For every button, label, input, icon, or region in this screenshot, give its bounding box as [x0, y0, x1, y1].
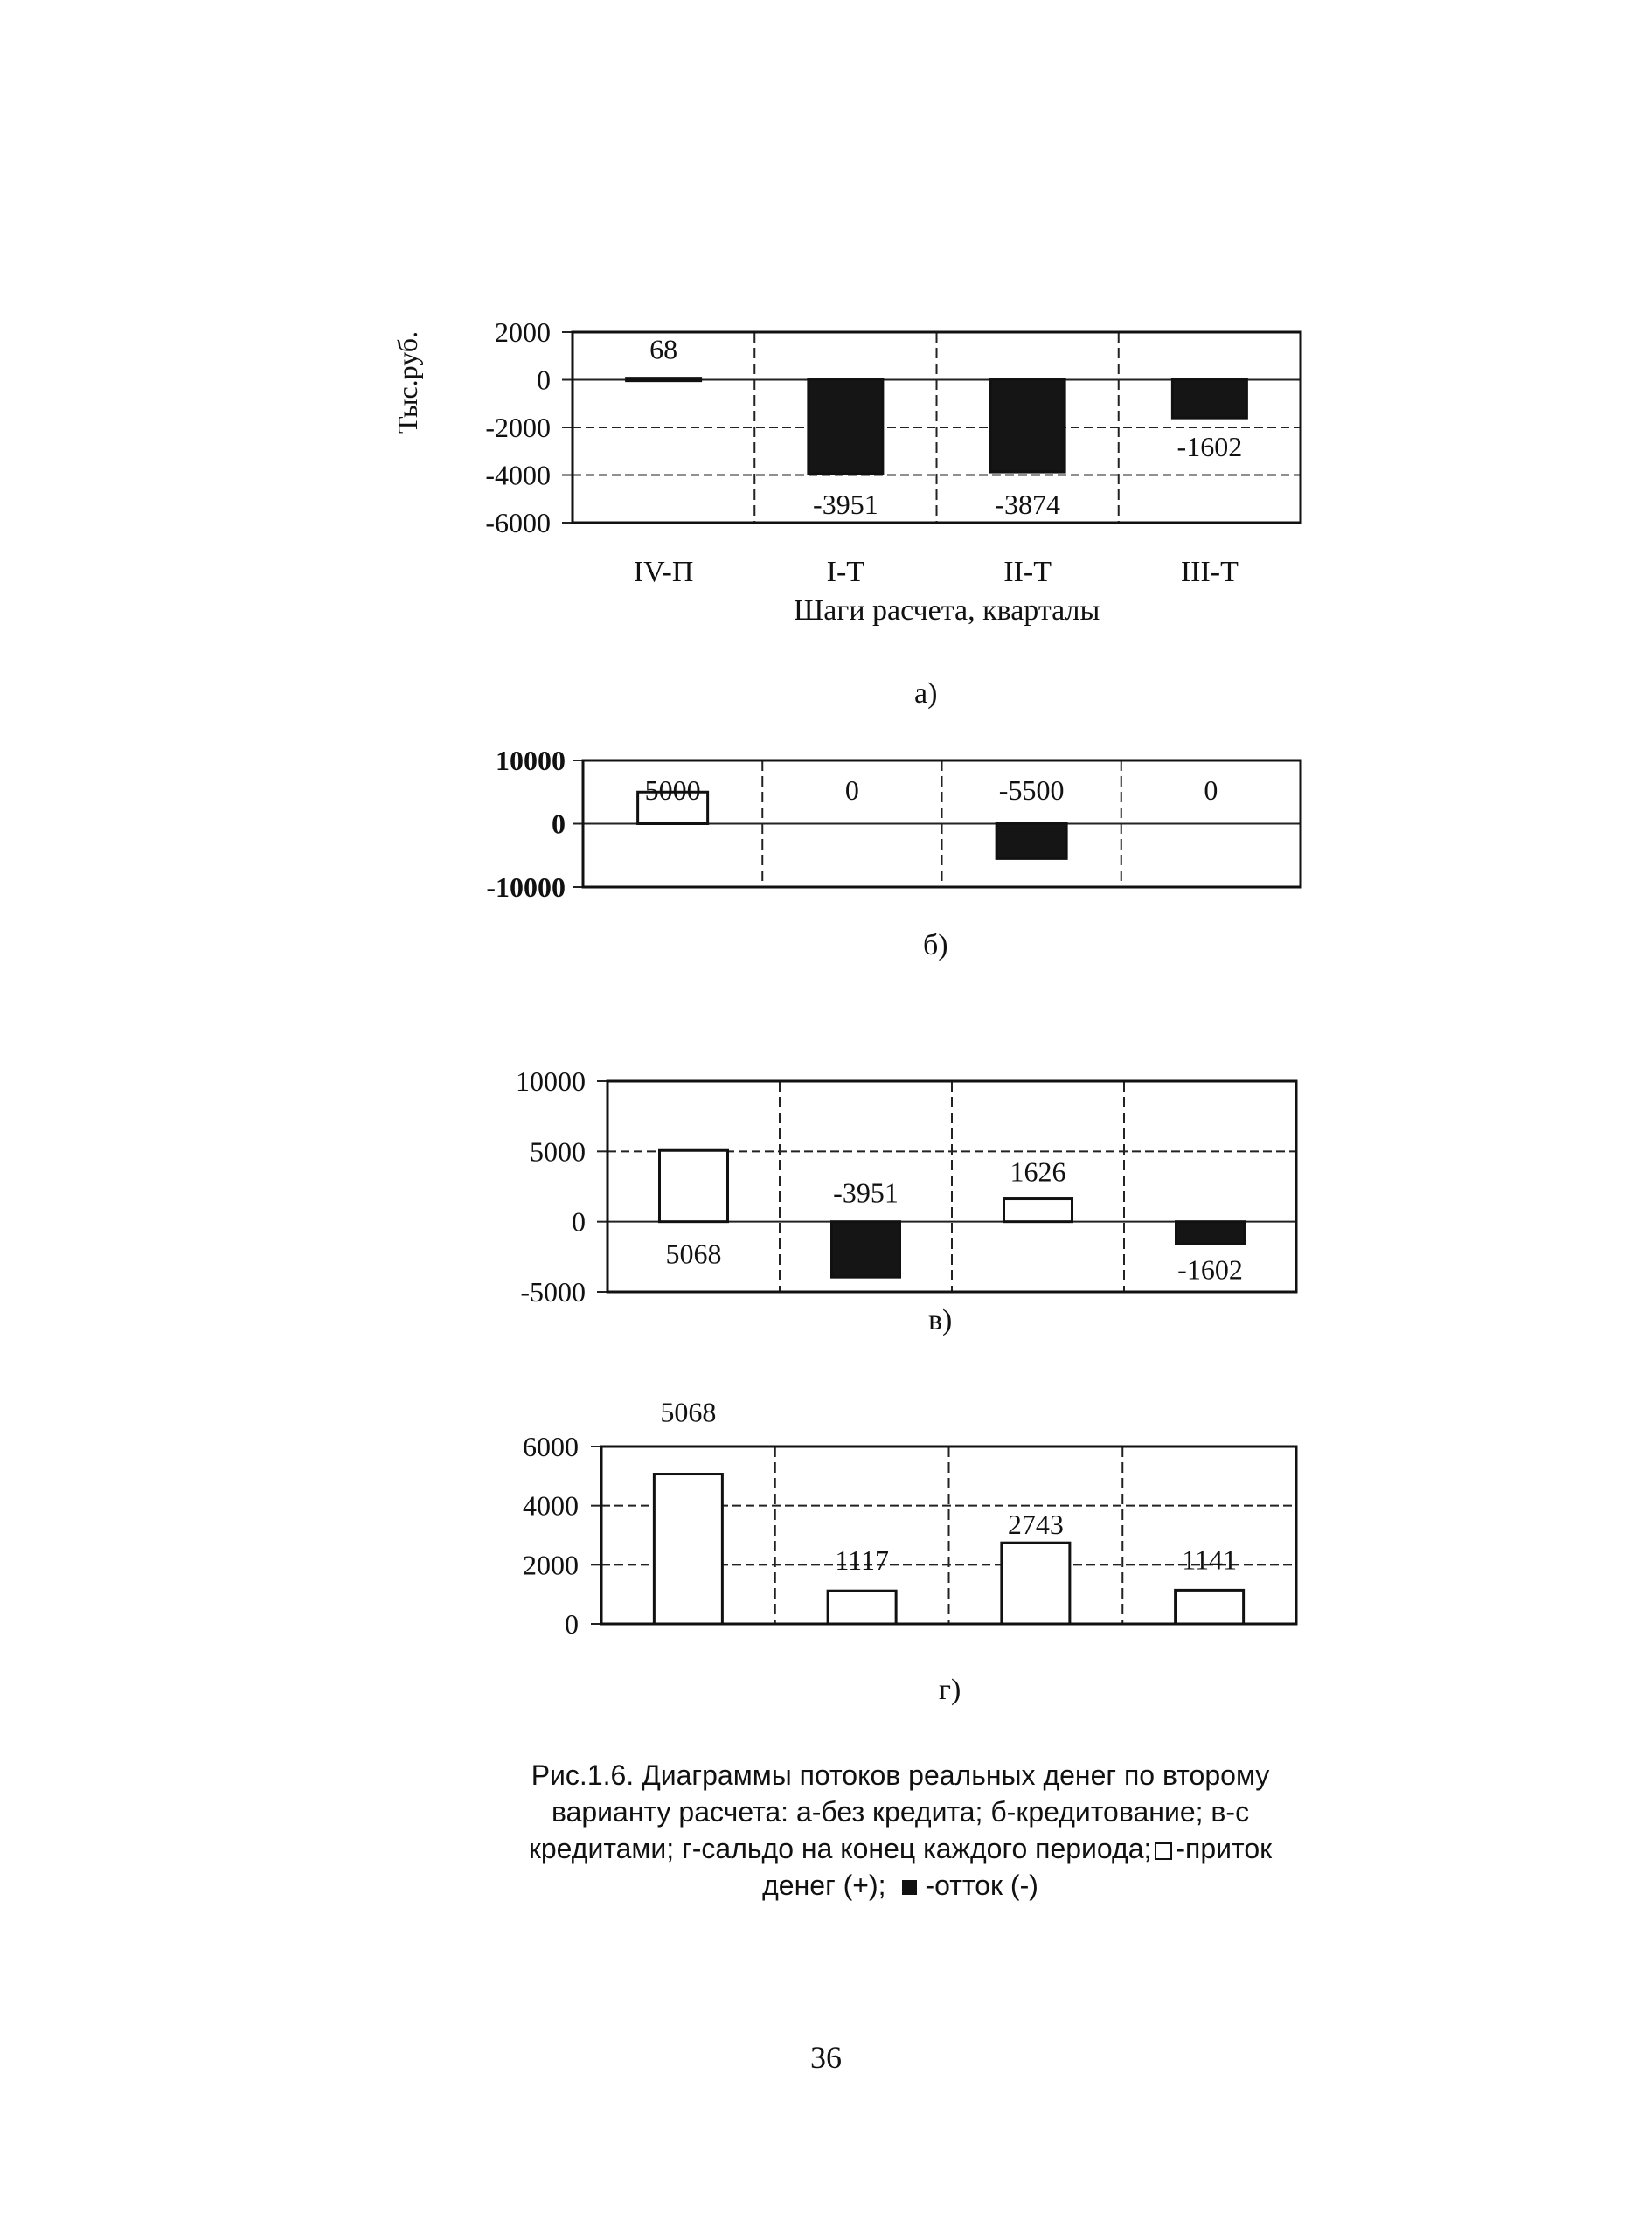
- chart-v-value-label: -3951: [833, 1176, 899, 1209]
- chart-a-xlabel: Шаги расчета, кварталы: [794, 594, 1100, 627]
- caption-line-3a: кредитами; г-сальдо на конец каждого периода;: [528, 1833, 1152, 1864]
- caption-line-4a: денег (+);: [762, 1870, 886, 1901]
- chart-v-y-tick-label: 5000: [530, 1135, 586, 1168]
- chart-a-y-tick-label: -6000: [485, 507, 551, 538]
- chart-a-value-label: -3874: [995, 489, 1060, 520]
- chart-v-value-label: 1626: [1010, 1155, 1066, 1188]
- chart-a-x-tick-label: I-T: [826, 556, 865, 588]
- chart-a-y-tick-label: -4000: [485, 459, 551, 491]
- chart-b-value-label: -5500: [998, 774, 1065, 806]
- chart-g-value-label: 5068: [660, 1396, 717, 1428]
- chart-a-y-tick-label: 0: [537, 364, 551, 396]
- chart-b-y-tick-label: 0: [552, 808, 566, 840]
- open-square-icon: [1155, 1842, 1172, 1860]
- chart-g-value-label: 1117: [835, 1544, 889, 1577]
- chart-a-value-label: -3951: [813, 489, 878, 520]
- figure-caption: [489, 1757, 1311, 1904]
- chart-g-y-tick-label: 2000: [523, 1549, 579, 1581]
- chart-g-y-tick-label: 6000: [523, 1431, 579, 1462]
- chart-g-bar: [828, 1591, 896, 1624]
- chart-g-sublabel: г): [939, 1674, 961, 1706]
- chart-b-bar: [996, 824, 1066, 859]
- chart-a-ylabel: Тыс.руб.: [392, 330, 423, 434]
- chart-g-value-label: 2743: [1007, 1509, 1064, 1541]
- chart-a-sublabel: а): [914, 677, 938, 710]
- page-number: 36: [810, 2040, 842, 2075]
- chart-v-value-label: -1602: [1177, 1253, 1243, 1286]
- chart-b-y-tick-label: 10000: [496, 745, 566, 776]
- caption-line-3b: -приток: [1176, 1833, 1273, 1864]
- chart-v-bar: [1177, 1222, 1245, 1245]
- chart-b-y-tick-label: -10000: [486, 871, 566, 903]
- filled-square-icon: [902, 1880, 917, 1895]
- chart-b-value-label: 0: [1204, 774, 1218, 806]
- chart-a-value-label: -1602: [1177, 431, 1243, 463]
- chart-v-bar: [1004, 1199, 1072, 1222]
- chart-v-bar: [660, 1150, 728, 1221]
- chart-v-sublabel: в): [928, 1304, 953, 1336]
- chart-b-sublabel: б): [923, 929, 948, 961]
- chart-g-y-tick-label: 4000: [523, 1489, 579, 1522]
- chart-a-value-label: 68: [649, 333, 678, 365]
- chart-a-x-tick-label: II-T: [1003, 556, 1052, 588]
- chart-a-x-tick-label: III-T: [1180, 556, 1239, 588]
- chart-v-y-tick-label: 10000: [516, 1065, 586, 1097]
- chart-g-bar: [1002, 1543, 1070, 1624]
- chart-a-x-tick-label: IV-П: [633, 556, 694, 588]
- chart-g-y-tick-label: 0: [565, 1608, 579, 1640]
- chart-a-y-tick-label: 2000: [495, 316, 551, 348]
- chart-b-value-label: 5000: [644, 774, 701, 806]
- caption-line-4: [489, 1867, 1311, 1904]
- chart-g-bar: [654, 1474, 722, 1624]
- chart-v-y-tick-label: -5000: [520, 1276, 586, 1308]
- chart-v-y-tick-label: 0: [572, 1205, 586, 1238]
- chart-a-bar: [990, 380, 1065, 473]
- caption-line-3: [489, 1830, 1311, 1867]
- chart-g-value-label: 1141: [1182, 1544, 1238, 1576]
- chart-a-y-tick-label: -2000: [485, 412, 551, 443]
- chart-a-bar: [1172, 380, 1246, 419]
- caption-line-4b: -отток (-): [925, 1870, 1038, 1901]
- chart-v-bar: [832, 1222, 900, 1277]
- chart-a-bar: [627, 378, 701, 381]
- caption-line-2: варианту расчета: а-без кредита; б-кредитование; в-с: [551, 1796, 1250, 1828]
- chart-g-bar: [1176, 1590, 1244, 1624]
- chart-v-value-label: 5068: [665, 1238, 722, 1270]
- chart-a-bar: [809, 380, 883, 475]
- caption-line-1: Рис.1.6. Диаграммы потоков реальных денег по второму: [531, 1759, 1270, 1791]
- chart-b-value-label: 0: [844, 774, 859, 806]
